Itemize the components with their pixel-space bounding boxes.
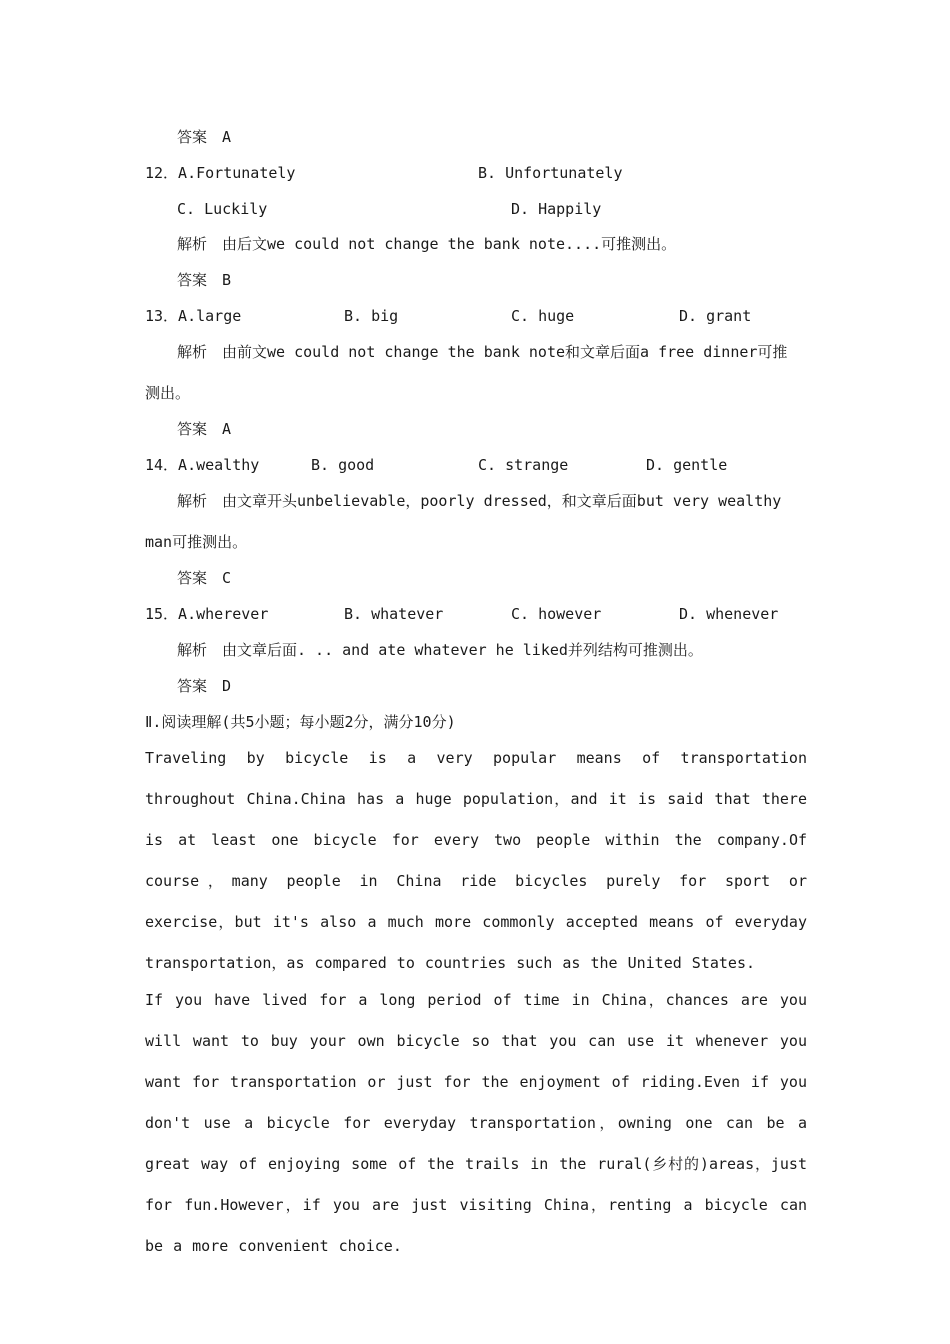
q12-analysis: 解析 由后文we could not change the bank note....可推测出。 [177,235,677,253]
q15-option-a: 15．A.wherever [145,605,269,623]
q14-option-c: C. strange [478,456,569,474]
section-heading: Ⅱ.阅读理解(共5小题；每小题2分，满分10分) [145,713,456,731]
q14-option-d: D. gentle [646,456,728,474]
q13-option-b: B. big [344,307,399,325]
q13-option-d: D. grant [679,307,752,325]
q15-option-d: D. whenever [679,605,779,623]
q13-option-c: C. huge [511,307,575,325]
passage-paragraph-2: If you have lived for a long period of time in China，chances are you will want to buy your own bicycle so that you can use it whenever you want for transportation or just for the enjoyment of riding.Even if you don't use a bicycle for everyday transportation，owning one can be a great way of enjoying some of the trails in the rural(乡村的)areas，just for fun.However，if you are just visiting China，renting a bicycle can be a more convenient choice. [145,991,807,1255]
q13-answer: 答案 A [177,420,232,438]
q12-answer: 答案 B [177,271,232,289]
passage-paragraph-1: Traveling by bicycle is a very popular means of transportation throughout China.China has a huge population，and it is said that there is at least one bicycle for every two people within the company.Of course，many people in China ride bicycles purely for sport or exercise，but it's also a much more commonly accepted means of everyday transportation，as compared to countries such as the United States. [145,749,807,972]
q14-analysis-line1: 解析 由文章开头unbelievable，poorly dressed，和文章后面but very wealthy [177,492,782,510]
q15-option-c: C. however [511,605,602,623]
q15-option-b: B. whatever [344,605,444,623]
q12-option-d: D. Happily [511,200,602,218]
q13-analysis-line2: 测出。 [145,384,191,402]
q12-option-c: C. Luckily [177,200,268,218]
q14-option-a: 14．A.wealthy [145,456,260,474]
q14-option-b: B. good [311,456,375,474]
q12-option-b: B. Unfortunately [478,164,623,182]
q15-analysis: 解析 由文章后面. .. and ate whatever he liked并列结构可推测出。 [177,641,703,659]
q11-answer: 答案 A [177,128,232,146]
q12-option-a: 12．A.Fortunately [145,164,296,182]
q15-answer: 答案 D [177,677,232,695]
q14-answer: 答案 C [177,569,232,587]
q13-option-a: 13．A.large [145,307,242,325]
q13-analysis-line1: 解析 由前文we could not change the bank note和文章后面a free dinner可推 [177,343,788,361]
q14-analysis-line2: man可推测出。 [145,533,248,551]
